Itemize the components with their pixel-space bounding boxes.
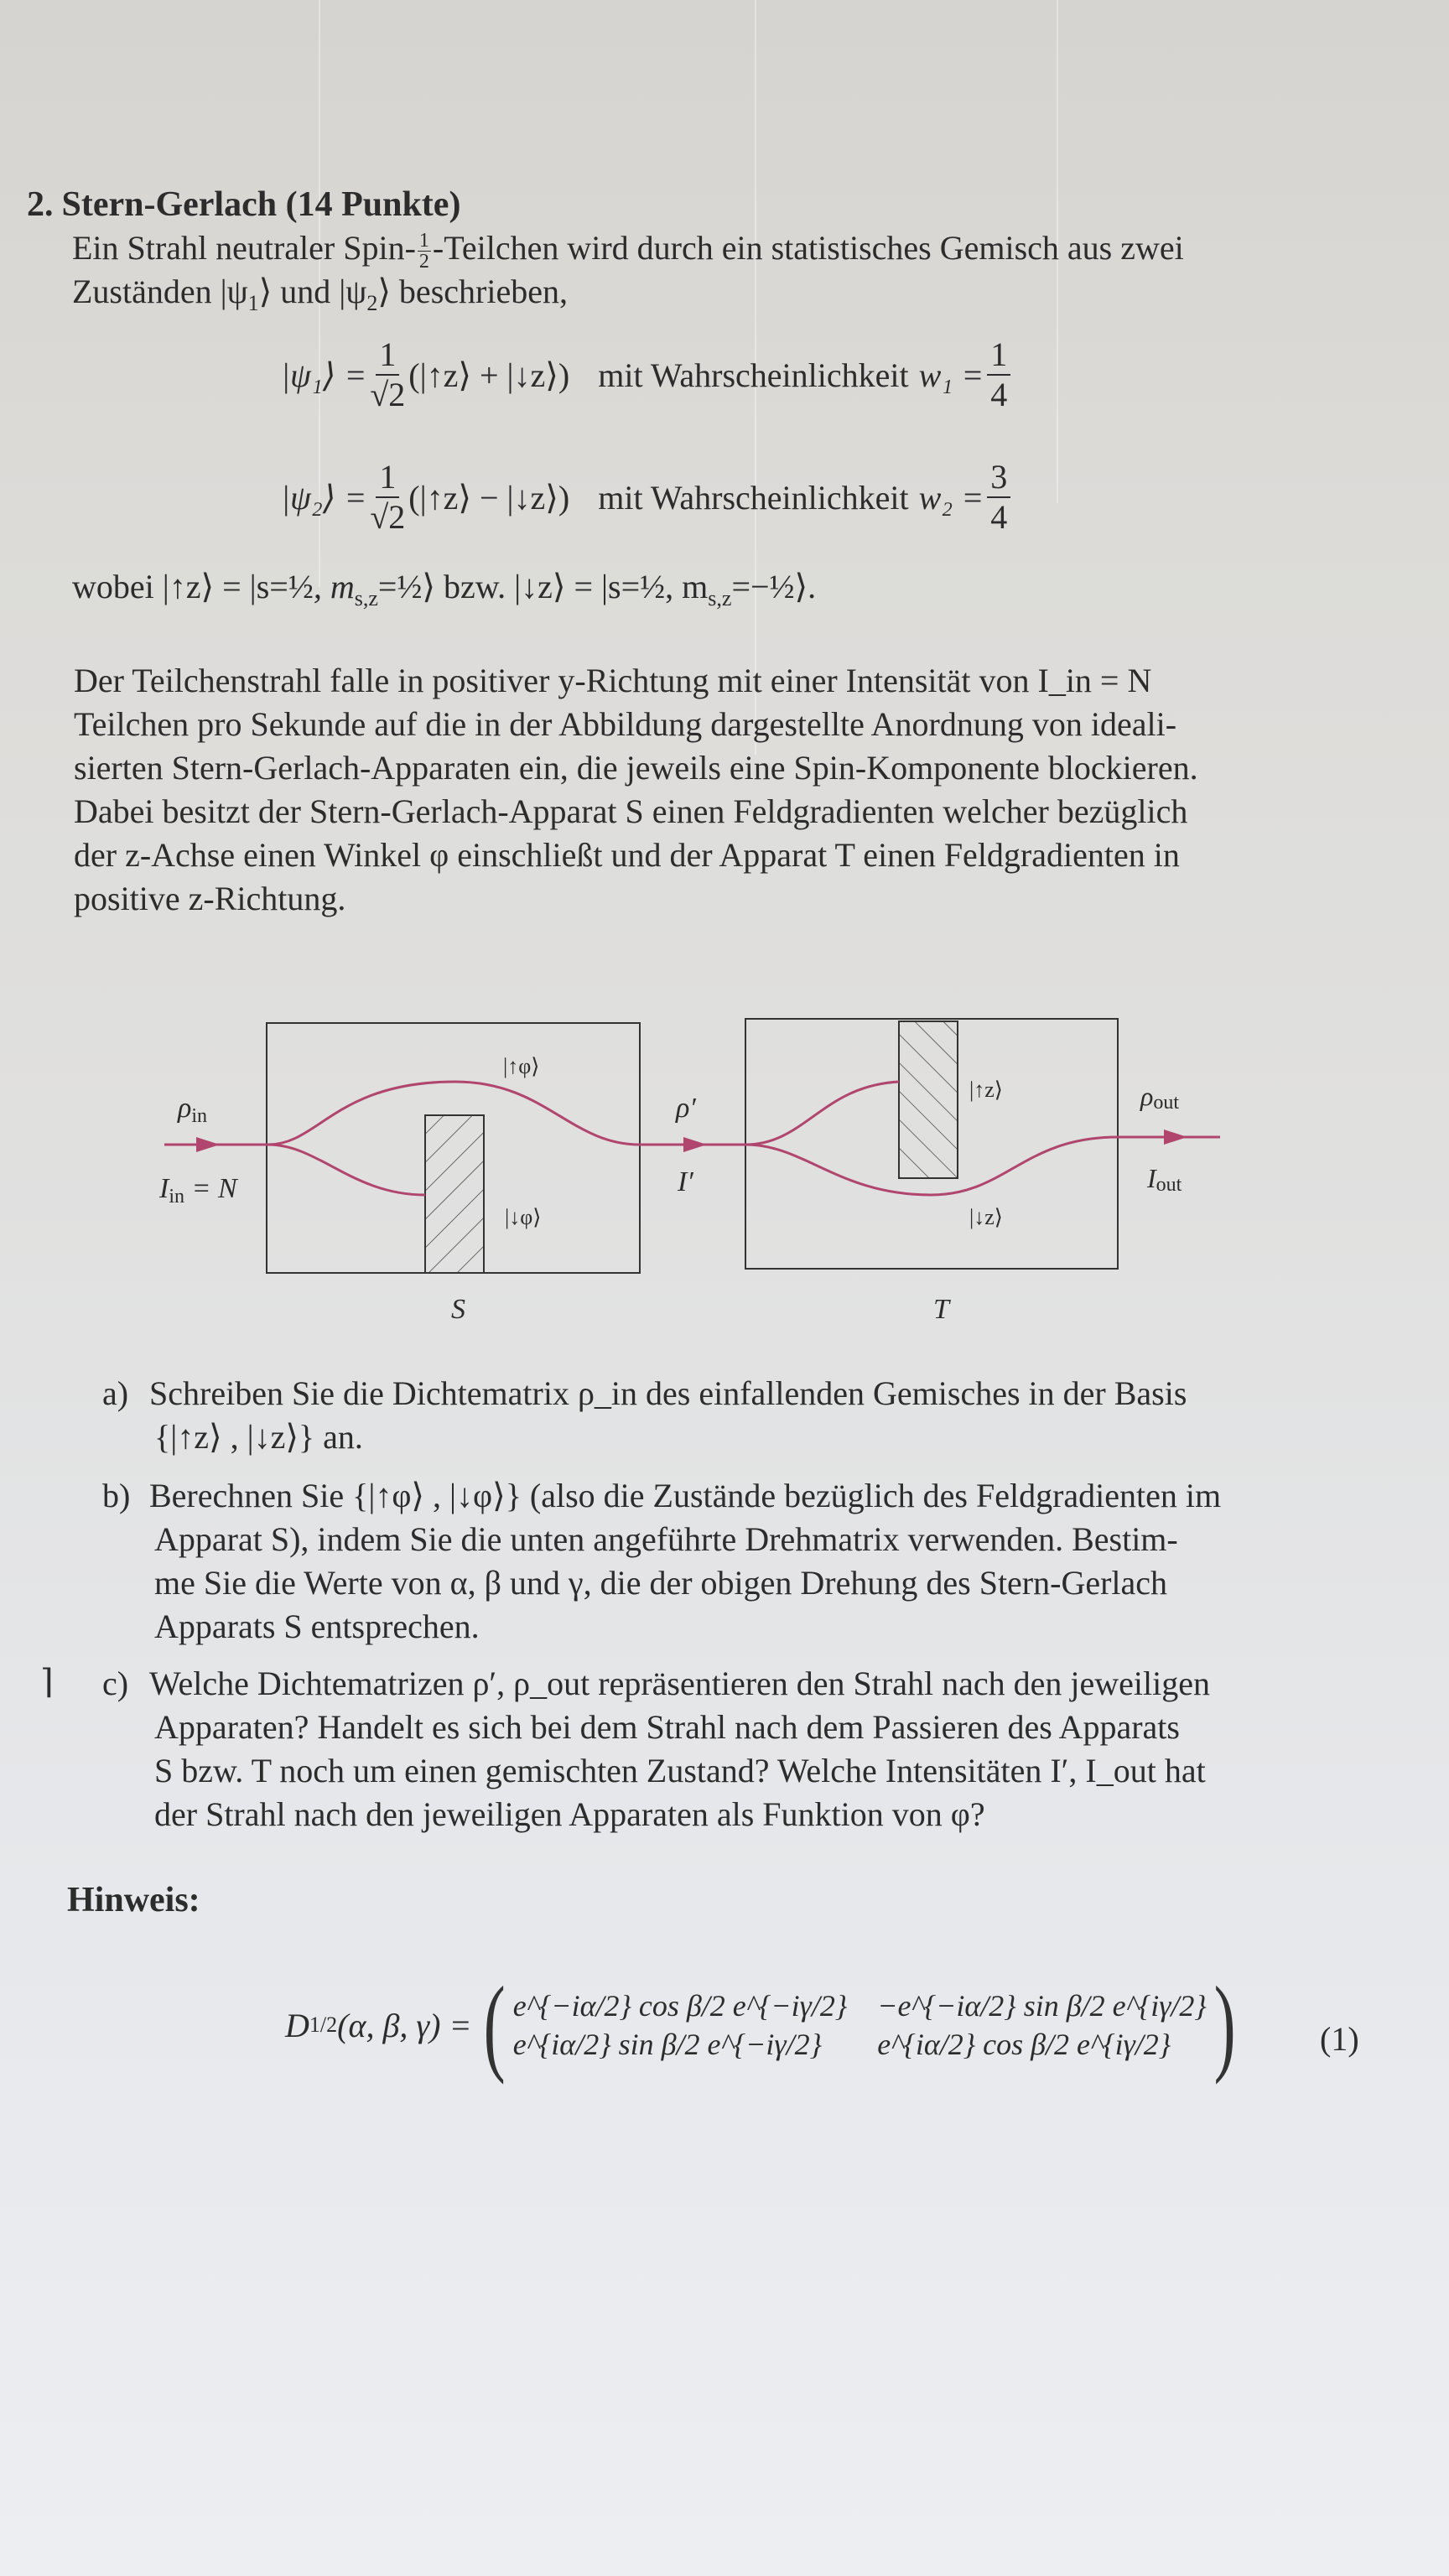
paragraph-line: Der Teilchenstrahl falle in positiver y-Richtung mit einer Intensität von I_in = N [74,662,1152,699]
task-line: {|↑z⟩ , |↓z⟩} an. [154,1418,363,1456]
rotation-matrix-equation: D 1/2 (α, β, γ) = ( e^{−iα/2} cos β/2 e^{−iγ/2} −e^{−iα/2} sin β/2 e^{iγ/2} e^{iα/2} sin β/2 e^{−iγ/2} e^{iα/2} cos β/2 e^{iγ/2} ) [285,1971,1243,2080]
frac-den: √2 [370,376,406,413]
task-line: S bzw. T noch um einen gemischten Zustand? Welche Intensitäten I′, I_out hat [154,1752,1206,1789]
intro-text: ⟩ und |ψ [258,273,367,310]
frac-den: 4 [990,376,1008,413]
eq-weight-var: w₂ = [918,478,984,517]
eq-text: mit Wahrscheinlichkeit [598,478,909,517]
arrow-icon [1164,1130,1187,1145]
subscript: 1 [247,291,259,315]
basis-definition [72,565,816,609]
arrow-icon [683,1137,707,1152]
frac-num: 3 [987,458,1010,498]
label-I-prime: I′ [678,1166,693,1197]
intro-text: -Teilchen wird durch ein statistisches Gemisch aus zwei [432,229,1184,267]
frac-den: √2 [370,498,406,536]
eq-coefficient [370,335,405,414]
problem-heading [27,183,460,226]
task-line: Berechnen Sie {|↑φ⟩ , |↓φ⟩} (also die Zustände bezüglich des Feldgradienten im [149,1477,1222,1514]
label-I-out: Iout [1147,1163,1182,1196]
task-line: Apparaten? Handelt es sich bei dem Strahl nach dem Passieren des Apparats [154,1708,1180,1746]
intro-text: Ein Strahl neutraler Spin- [72,229,416,267]
task-line: me Sie die Werte von α, β und γ, die der obigen Drehung des Stern-Gerlach [154,1564,1168,1602]
task-label: a) [102,1374,129,1412]
frac-num: 1 [418,230,429,252]
task-line: Apparats S entsprechen. [154,1607,480,1645]
paragraph-line: Teilchen pro Sekunde auf die in der Abbildung dargestellte Anordnung von ideali- [74,705,1177,743]
task-c-margin-mark: ⌉ [40,1663,54,1701]
label-rho-prime: ρ′ [676,1093,696,1124]
matrix-entry-12: −e^{−iα/2} sin β/2 e^{iγ/2} [877,1989,1207,2023]
task-label: c) [102,1665,129,1702]
paragraph-line: der z-Achse einen Winkel φ einschließt und der Apparat T einen Feldgradienten in [74,836,1180,874]
eq-text: mit Wahrscheinlichkeit [598,356,909,394]
setup-paragraph [74,659,1198,921]
paragraph-line: Dabei besitzt der Stern-Gerlach-Apparat S einen Feldgradienten welcher bezüglich [74,792,1188,830]
frac-den: 2 [418,251,429,273]
frac-num: 1 [987,335,1010,376]
label-apparatus-S: S [451,1294,465,1325]
stern-gerlach-diagram [0,989,1449,1342]
basis-text: ½ [288,568,314,605]
matrix-args: (α, β, γ) = [337,2006,472,2044]
eq-body: (|↑z⟩ + |↓z⟩) [408,356,570,394]
basis-text: =½⟩ bzw. |↓z⟩ = |s=½, m [377,568,709,605]
subscript: s,z [354,586,378,610]
eq-body: (|↑z⟩ − |↓z⟩) [408,478,570,517]
matrix-entry-11: e^{−iα/2} cos β/2 e^{−iγ/2} [512,1989,848,2023]
label-S-down-state: |↓φ⟩ [505,1205,542,1229]
frac-num: 1 [376,335,399,376]
matrix-entries [513,1988,1207,2062]
problem-title: Stern-Gerlach (14 Punkte) [61,185,461,224]
rotation-matrix [476,1965,1243,2085]
hint-heading: Hinweis: [67,1881,200,1919]
frac-num: 1 [376,458,399,498]
equation-psi1 [281,335,1014,414]
task-line: Schreiben Sie die Dichtematrix ρ_in des einfallenden Gemisches in der Basis [149,1374,1187,1412]
beam-arrows [196,1130,1187,1152]
eq-lhs: |ψ₁⟩ = [281,356,367,394]
basis-text: =−½⟩. [731,568,817,605]
intro-text: Zuständen |ψ [72,273,248,310]
arrow-icon [196,1137,220,1152]
matrix-entry-21: e^{iα/2} sin β/2 e^{−iγ/2} [512,2028,822,2061]
matrix-lhs: D [285,2006,309,2044]
basis-text: wobei |↑z⟩ = |s= [72,568,288,605]
frac-den: 4 [990,498,1008,536]
eq-weight [987,458,1010,537]
task-label: b) [102,1477,131,1514]
basis-text: , m [313,568,355,605]
label-rho-out: ρout [1140,1081,1180,1114]
paragraph-line: positive z-Richtung. [74,880,346,917]
label-rho-in: ρin [178,1093,207,1127]
task-c [102,1662,1210,1836]
label-T-down-state: |↓z⟩ [969,1205,1003,1229]
equation-number: (1) [1320,2020,1359,2058]
task-line: der Strahl nach den jeweiligen Apparaten als Funktion von φ? [154,1795,985,1833]
eq-lhs: |ψ₂⟩ = [281,478,367,517]
right-paren: ) [1213,1965,1236,2085]
label-T-up-state: |↑z⟩ [969,1078,1003,1102]
label-apparatus-T: T [933,1294,949,1325]
task-b [102,1474,1221,1649]
apparatus-T-blocker [899,1021,958,1178]
intro-line-1 [72,226,1184,272]
label-I-in: Iin = N [159,1173,237,1208]
subscript: 2 [366,291,378,315]
equation-psi2 [281,458,1014,537]
eq-weight [987,335,1010,414]
paragraph-line: sierten Stern-Gerlach-Apparaten ein, die jeweils eine Spin-Komponente blockieren. [74,749,1198,787]
intro-text: ⟩ beschrieben, [377,273,568,310]
task-a [102,1372,1187,1459]
left-paren: ( [484,1965,506,2085]
label-S-up-state: |↑φ⟩ [503,1054,540,1078]
task-line: Welche Dichtematrizen ρ′, ρ_out repräsentieren den Strahl nach den jeweiligen [149,1665,1210,1702]
task-line: Apparat S), indem Sie die unten angeführte Drehmatrix verwenden. Bestim- [154,1520,1178,1558]
subscript: s,z [708,586,732,610]
problem-number: 2. [27,185,54,224]
eq-coefficient [370,458,405,537]
fraction-one-half [418,231,431,272]
intro-line-2 [72,270,568,314]
apparatus-S-blocker [425,1115,484,1273]
eq-weight-var: w₁ = [918,356,984,394]
matrix-entry-22: e^{iα/2} cos β/2 e^{iγ/2} [877,2028,1171,2061]
